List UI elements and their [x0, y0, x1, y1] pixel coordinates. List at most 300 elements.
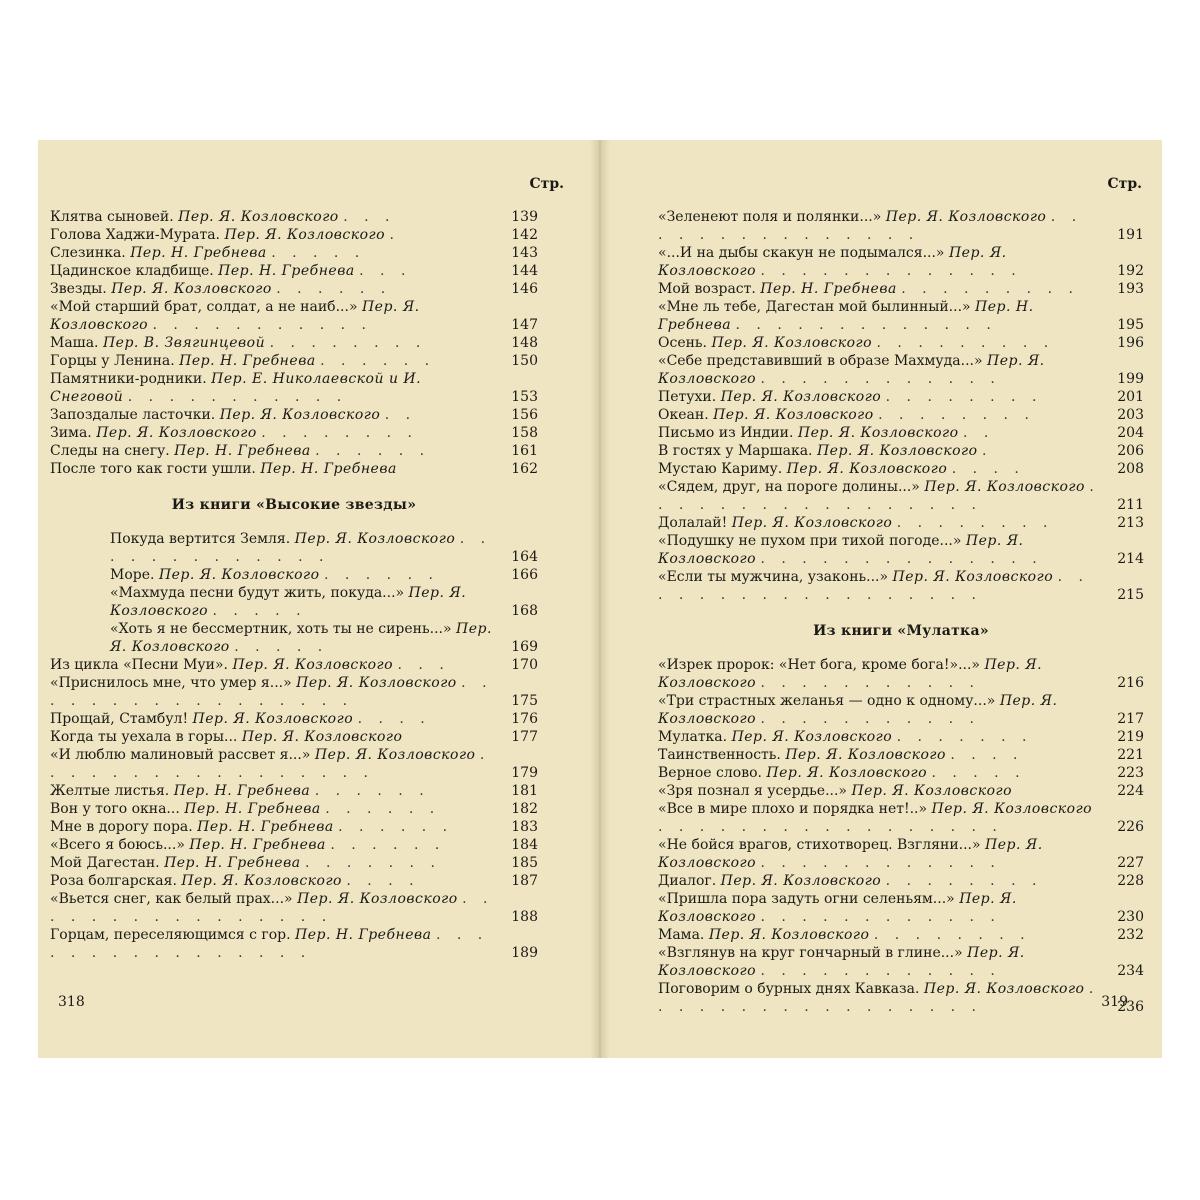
entry-translator: Пер. Я. Козловского — [224, 227, 386, 243]
leader-dots: . . . . . . . . . . . — [760, 711, 980, 727]
toc-list — [658, 656, 1144, 1016]
toc-entry-text — [50, 460, 494, 478]
entry-translator: Пер. Я. Козловского — [658, 353, 1045, 387]
leader-dots: . . . . . . — [276, 281, 392, 297]
entry-translator: Пер. Н. Гребнева — [760, 281, 897, 297]
entry-page-number: 156 — [511, 407, 538, 423]
entry-title: Мама. — [658, 927, 705, 943]
toc-entry-text — [658, 980, 1100, 1016]
toc-entry-text — [658, 244, 1100, 280]
leader-dots: . . . . . . . . . . . . . . . . — [50, 927, 489, 961]
toc-entry — [658, 656, 1144, 692]
entry-page-number: 177 — [511, 729, 538, 745]
entry-translator: Пер. Я. Козловского — [658, 891, 1017, 925]
leader-dots: . . . . . . . . . . . . . — [760, 263, 1022, 279]
leader-dots: . . . — [397, 657, 450, 673]
toc-entry-text — [50, 370, 494, 406]
entry-page-number: 179 — [511, 765, 538, 781]
entry-page-number: 184 — [511, 837, 538, 853]
toc-entry — [658, 208, 1144, 244]
entry-page-number: 189 — [511, 945, 538, 961]
leader-dots: . . . . . . . . — [873, 927, 1031, 943]
toc-entry-text — [658, 836, 1100, 872]
leader-dots: . . . . — [346, 873, 420, 889]
toc-entry-text — [658, 298, 1100, 334]
toc-entry — [50, 406, 538, 424]
entry-translator: Пер. Я. Козловского — [50, 299, 420, 333]
entry-page-number: 143 — [511, 245, 538, 261]
toc-entry-text — [658, 656, 1100, 692]
entry-translator: Пер. Я. Козловского — [294, 531, 456, 547]
entry-translator: Пер. Я. Козловского — [181, 873, 342, 889]
toc-entry-text — [50, 818, 494, 836]
leader-dots: . . . . . . . . . . . . . — [110, 531, 492, 565]
entry-translator: Пер. Я. Козловского — [96, 425, 257, 441]
toc-entry-text — [658, 442, 1100, 460]
entry-title: Верное слово. — [658, 765, 762, 781]
entry-page-number: 148 — [511, 335, 538, 351]
leader-dots: . . . . . . . . — [885, 389, 1043, 405]
toc-entry — [50, 674, 538, 710]
toc-entry-text — [658, 352, 1100, 388]
entry-title: «Все в мире плохо и порядка нет!..» — [658, 801, 928, 817]
entry-translator: Пер. Я. Козловского — [232, 657, 394, 673]
entry-page-number: 181 — [511, 783, 538, 799]
entry-page-number: 208 — [1117, 461, 1144, 477]
entry-translator: Пер. Я. Козловского — [110, 585, 467, 619]
toc-entry — [658, 334, 1144, 352]
leader-dots: . . . . . . . . — [896, 515, 1054, 531]
leader-dots: . . . . . . . . . . . . — [760, 963, 1001, 979]
entry-page-number: 153 — [511, 389, 538, 405]
entry-title: «Не бойся врагов, стихотворец. Взгляни...» — [658, 837, 981, 853]
entry-title: Мой возраст. — [658, 281, 756, 297]
toc-entry-text — [50, 244, 494, 262]
toc-entry — [658, 764, 1144, 782]
entry-translator: Пер. Я. Козловского — [111, 281, 272, 297]
toc-entry-text — [50, 782, 494, 800]
entry-title: «Подушку не пухом при тихой погоде...» — [658, 533, 962, 549]
toc-entry-text — [658, 944, 1100, 980]
leader-dots: . . . . . . . . . — [901, 281, 1079, 297]
entry-title: «Всего я боюсь...» — [50, 837, 185, 853]
entry-page-number: 191 — [1117, 227, 1144, 243]
entry-title: Памятники-родники. — [50, 371, 207, 387]
leader-dots: . . . — [359, 263, 412, 279]
entry-translator: Пер. Я. Козловского — [297, 891, 458, 907]
entry-page-number: 169 — [511, 639, 538, 655]
leader-dots: . . . . . . — [325, 801, 441, 817]
toc-entry-text — [658, 532, 1100, 568]
entry-translator: Пер. Н. Гребнева — [173, 783, 311, 799]
entry-translator: Пер. Е. Николаевской и И. Снеговой — [50, 371, 422, 405]
leader-dots: . . . . . . . . . . . — [152, 317, 372, 333]
entry-translator: Пер. Я. Козловского — [711, 335, 873, 351]
entry-page-number: 236 — [1117, 999, 1144, 1015]
entry-translator: Пер. Я. Козловского — [713, 407, 874, 423]
entry-translator: Пер. Н. Гребнева — [294, 927, 432, 943]
toc-entry — [110, 620, 538, 656]
toc-entry — [50, 728, 538, 746]
toc-entry-text — [50, 226, 494, 244]
toc-entry-text — [658, 280, 1100, 298]
entry-translator: Пер. Я. Козловского — [816, 443, 978, 459]
entry-page-number: 192 — [1117, 263, 1144, 279]
entry-translator: Пер. Н. Гребнева — [197, 819, 334, 835]
leader-dots: . . . . . . . . . . . . . . . . — [50, 891, 494, 925]
leader-dots: . . . . . . . . . . . . . — [735, 317, 997, 333]
toc-entry — [50, 710, 538, 728]
entry-translator: Пер. Н. Гребнева — [130, 245, 267, 261]
toc-entry — [110, 584, 538, 620]
toc-entry-text — [658, 728, 1100, 746]
leader-dots: . . . . . . . . . . . . . . — [760, 551, 1043, 567]
leader-dots: . . . . . . — [315, 443, 431, 459]
entry-title: Горцы у Ленина. — [50, 353, 175, 369]
toc-entry — [658, 692, 1144, 728]
entry-page-number: 215 — [1117, 587, 1144, 603]
toc-entry — [658, 568, 1144, 604]
entry-title: «Сядем, друг, на пороге долины...» — [658, 479, 920, 495]
leader-dots: . . . . . . . . . . . . . . . . . — [658, 981, 1100, 1015]
toc-entry — [110, 566, 538, 584]
entry-title: Из цикла «Песни Муи». — [50, 657, 229, 673]
entry-translator: Пер. Я. Козловского — [110, 621, 492, 655]
toc-entry — [50, 244, 538, 262]
entry-translator: Пер. Я. Козловского — [658, 533, 1024, 567]
toc-entry — [50, 280, 538, 298]
toc-list-indented — [50, 530, 538, 656]
entry-page-number: 199 — [1117, 371, 1144, 387]
leader-dots: . . . . . . . . . . . . — [760, 855, 1001, 871]
toc-entry-text — [110, 584, 494, 620]
toc-entry — [110, 530, 538, 566]
entry-translator: Пер. Я. Козловского — [720, 873, 882, 889]
left-page — [38, 140, 598, 1058]
entry-page-number: 228 — [1117, 873, 1144, 889]
toc-entry — [658, 944, 1144, 980]
entry-page-number: 206 — [1117, 443, 1144, 459]
toc-entry-text — [50, 334, 494, 352]
entry-translator: Пер. Я. Козловского — [296, 675, 457, 691]
book-spread — [38, 140, 1162, 1058]
page-number: 319 — [1101, 994, 1128, 1010]
entry-page-number: 176 — [511, 711, 538, 727]
entry-page-number: 170 — [511, 657, 538, 673]
entry-translator: Пер. Я. Козловского — [658, 693, 1058, 727]
entry-page-number: 161 — [511, 443, 538, 459]
entry-title: Цадинское кладбище. — [50, 263, 214, 279]
leader-dots: . . . . . . . . . . . — [127, 389, 348, 405]
entry-page-number: 224 — [1117, 783, 1144, 799]
entry-page-number: 142 — [511, 227, 538, 243]
toc-entry-text — [658, 388, 1100, 406]
entry-page-number: 185 — [511, 855, 538, 871]
leader-dots: . . . . — [357, 711, 431, 727]
toc-entry — [50, 818, 538, 836]
entry-title: «Пришла пора задуть огни селеньям...» — [658, 891, 955, 907]
entry-translator: Пер. Я. Козловского — [766, 765, 928, 781]
entry-translator: Пер. Я. Козловского — [892, 569, 1054, 585]
toc-entry — [658, 406, 1144, 424]
leader-dots: . . . . . . . . . . . . — [760, 909, 1001, 925]
entry-page-number: 150 — [511, 353, 538, 369]
toc-entry — [50, 460, 538, 478]
toc-entry — [658, 388, 1144, 406]
leader-dots: . . . . . . — [330, 837, 446, 853]
toc-entry-text — [50, 800, 494, 818]
section-title: Из книги «Мулатка» — [813, 623, 989, 639]
leader-dots: . . . . . . — [323, 567, 439, 583]
toc-entry — [658, 460, 1144, 478]
entry-translator: Пер. Я. Козловского — [708, 927, 870, 943]
leader-dots: . . . . . . . . . . . . . . . . . . — [658, 569, 1089, 603]
entry-page-number: 234 — [1117, 963, 1144, 979]
toc-entry — [50, 836, 538, 854]
leader-dots: . — [389, 227, 400, 243]
toc-entry-text — [50, 656, 494, 674]
entry-title: Мустаю Кариму. — [658, 461, 783, 477]
toc-entry-text — [50, 352, 494, 370]
entry-page-number: 147 — [511, 317, 538, 333]
leader-dots: . . . . . — [234, 639, 329, 655]
entry-translator: Пер. Я. Козловского — [658, 945, 1025, 979]
leader-dots: . . . . . — [931, 765, 1026, 781]
leader-dots: . . . . . . — [320, 353, 436, 369]
entry-page-number: 223 — [1117, 765, 1144, 781]
leader-dots: . . . . — [950, 747, 1024, 763]
leader-dots: . . . . . . — [338, 819, 454, 835]
entry-title: Мой Дагестан. — [50, 855, 160, 871]
toc-entry-text — [658, 208, 1100, 244]
entry-title: Письмо из Индии. — [658, 425, 794, 441]
toc-entry-text — [50, 424, 494, 442]
entry-translator: Пер. Я. Козловского — [720, 389, 882, 405]
entry-title: «Взглянув на круг гончарный в глине...» — [658, 945, 963, 961]
toc-entry-text — [658, 424, 1100, 442]
toc-entry-text — [50, 406, 494, 424]
entry-translator: Пер. Я. Козловского — [786, 461, 948, 477]
entry-page-number: 183 — [511, 819, 538, 835]
toc-entry — [658, 442, 1144, 460]
entry-title: Осень. — [658, 335, 708, 351]
entry-page-number: 168 — [511, 603, 538, 619]
entry-title: Диалог. — [658, 873, 717, 889]
entry-title: Океан. — [658, 407, 709, 423]
entry-title: Роза болгарская. — [50, 873, 177, 889]
entry-translator: Пер. Я. Козловского — [178, 209, 339, 225]
toc-entry — [50, 352, 538, 370]
right-page — [602, 140, 1162, 1058]
toc-entry — [50, 800, 538, 818]
toc-entry — [50, 334, 538, 352]
toc-entry-text — [50, 674, 494, 710]
entry-translator: Пер. Н. Гребнева — [184, 801, 321, 817]
toc-entry — [658, 980, 1144, 1016]
entry-page-number: 187 — [511, 873, 538, 889]
entry-title: «Приснилось мне, что умер я...» — [50, 675, 292, 691]
entry-page-number: 214 — [1117, 551, 1144, 567]
entry-page-number: 188 — [511, 909, 538, 925]
toc-right — [658, 208, 1144, 1016]
entry-title: После того как гости ушли. — [50, 461, 256, 477]
entry-translator: Пер. Н. Гребнева — [189, 837, 326, 853]
page-column-header: Стр. — [1107, 176, 1142, 192]
entry-title: Маша. — [50, 335, 99, 351]
entry-page-number: 158 — [511, 425, 538, 441]
entry-title: Прощай, Стамбул! — [50, 711, 189, 727]
toc-entry — [50, 208, 538, 226]
entry-page-number: 139 — [511, 209, 538, 225]
toc-entry — [50, 262, 538, 280]
entry-page-number: 164 — [511, 549, 538, 565]
entry-title: «Себе представивший в образе Махмуда...» — [658, 353, 983, 369]
toc-entry-text — [50, 710, 494, 728]
leader-dots: . . . . . . . . . . . . . . . . . — [50, 747, 491, 781]
toc-entry — [50, 656, 538, 674]
leader-dots: . . . — [343, 209, 396, 225]
entry-translator: Пер. В. Звягинцевой — [102, 335, 266, 351]
leader-dots: . . . . . . . . . . . . — [760, 371, 1001, 387]
entry-translator: Пер. Н. Гребнева — [658, 299, 1034, 333]
entry-page-number: 211 — [1117, 497, 1144, 513]
entry-translator: Пер. Я. Козловского — [885, 209, 1047, 225]
leader-dots: . . . . . . . . . — [876, 335, 1055, 351]
leader-dots: . . . . . . . . . . . — [760, 675, 980, 691]
entry-title: Долалай! — [658, 515, 728, 531]
leader-dots: . . . . . . . . . . . . . . . . . — [658, 479, 1100, 513]
toc-entry — [658, 298, 1144, 334]
entry-translator: Пер. Я. Козловского — [931, 801, 1093, 817]
entry-title: «Если ты мужчина, узаконь...» — [658, 569, 889, 585]
entry-translator: Пер. Я. Козловского — [192, 711, 354, 727]
entry-title: Запоздалые ласточки. — [50, 407, 216, 423]
entry-translator: Пер. Н. Гребнева — [179, 353, 316, 369]
toc-entry — [658, 424, 1144, 442]
toc-entry — [50, 424, 538, 442]
entry-translator: Пер. Я. Козловского — [658, 245, 1007, 279]
toc-entry — [50, 926, 538, 962]
leader-dots: . . — [962, 425, 995, 441]
entry-page-number: 146 — [511, 281, 538, 297]
entry-title: «Хоть я не бессмертник, хоть ты не сирень...» — [110, 621, 452, 637]
entry-page-number: 204 — [1117, 425, 1144, 441]
entry-translator: Пер. Я. Козловского — [851, 783, 1013, 799]
toc-entry-text — [658, 334, 1100, 352]
entry-page-number: 195 — [1117, 317, 1144, 333]
entry-title: Вон у того окна... — [50, 801, 180, 817]
entry-translator: Пер. Н. Гребнева — [164, 855, 301, 871]
entry-page-number: 216 — [1117, 675, 1144, 691]
entry-page-number: 182 — [511, 801, 538, 817]
entry-title: Таинственность. — [658, 747, 781, 763]
toc-entry — [658, 746, 1144, 764]
section-title: Из книги «Высокие звезды» — [171, 497, 417, 513]
entry-translator: Пер. Я. Козловского — [158, 567, 320, 583]
toc-entry — [50, 746, 538, 782]
leader-dots: . . — [384, 407, 417, 423]
entry-page-number: 217 — [1117, 711, 1144, 727]
leader-dots: . . . . . . . . — [269, 335, 427, 351]
entry-title: Зима. — [50, 425, 92, 441]
entry-title: Поговорим о бурных днях Кавказа. — [658, 981, 920, 997]
entry-title: Желтые листья. — [50, 783, 170, 799]
toc-entry-text — [658, 926, 1100, 944]
entry-title: Петухи. — [658, 389, 717, 405]
entry-page-number: 196 — [1117, 335, 1144, 351]
toc-entry — [658, 836, 1144, 872]
toc-entry — [50, 890, 538, 926]
toc-entry — [658, 782, 1144, 800]
entry-page-number: 162 — [511, 461, 538, 477]
leader-dots: . . . . . . . . — [261, 425, 419, 441]
toc-entry-text — [658, 460, 1100, 478]
toc-entry-text — [658, 514, 1100, 532]
toc-entry-text — [110, 620, 494, 656]
toc-entry-text — [50, 746, 494, 782]
entry-page-number: 166 — [511, 567, 538, 583]
entry-title: Мне в дорогу пора. — [50, 819, 193, 835]
entry-title: «...И на дыбы скакун не подымался...» — [658, 245, 945, 261]
toc-entry-text — [658, 890, 1100, 926]
toc-entry — [658, 478, 1144, 514]
toc-entry-text — [50, 836, 494, 854]
toc-entry-text — [50, 280, 494, 298]
page-column-header: Стр. — [529, 176, 564, 192]
entry-page-number: 175 — [511, 693, 538, 709]
toc-entry — [658, 890, 1144, 926]
entry-title: Следы на снегу. — [50, 443, 170, 459]
leader-dots: . . . . . . . . . . . . . . . — [658, 209, 1083, 243]
entry-title: Горцам, переселяющимся с гор. — [50, 927, 291, 943]
toc-entry-text — [50, 208, 494, 226]
toc-entry-text — [50, 442, 494, 460]
entry-translator: Пер. Я. Козловского — [923, 981, 1085, 997]
entry-page-number: 213 — [1117, 515, 1144, 531]
toc-entry — [50, 298, 538, 334]
toc-entry — [50, 226, 538, 244]
entry-title: Слезинка. — [50, 245, 126, 261]
entry-title: «Мне ль тебе, Дагестан мой былинный...» — [658, 299, 971, 315]
toc-list — [50, 208, 538, 478]
entry-translator: Пер. Я. Козловского — [785, 747, 946, 763]
entry-page-number: 203 — [1117, 407, 1144, 423]
toc-entry-text — [658, 478, 1100, 514]
toc-entry — [50, 782, 538, 800]
leader-dots: . . . . . . — [314, 783, 430, 799]
toc-entry — [658, 352, 1144, 388]
entry-page-number: 226 — [1117, 819, 1144, 835]
entry-translator: Пер. Я. Козловского — [924, 479, 1085, 495]
entry-title: «Махмуда песни будут жить, покуда...» — [110, 585, 405, 601]
entry-translator: Пер. Я. Козловского — [731, 729, 893, 745]
toc-entry-text — [50, 262, 494, 280]
entry-translator: Пер. Я. Козловского — [731, 515, 893, 531]
entry-translator: Пер. Я. Козловского — [241, 729, 403, 745]
entry-page-number: 219 — [1117, 729, 1144, 745]
leader-dots: . . . . — [951, 461, 1025, 477]
toc-entry — [658, 514, 1144, 532]
toc-entry-text — [658, 406, 1100, 424]
entry-title: В гостях у Маршака. — [658, 443, 813, 459]
toc-entry-text — [50, 854, 494, 872]
toc-list — [658, 208, 1144, 604]
toc-entry-text — [50, 926, 494, 962]
entry-title: «Три страстных желанья — одно к одному...» — [658, 693, 996, 709]
page-number: 318 — [58, 994, 85, 1010]
leader-dots: . . . . . . . . . . . . . . . . . — [658, 819, 1003, 835]
toc-entry-text — [658, 872, 1100, 890]
